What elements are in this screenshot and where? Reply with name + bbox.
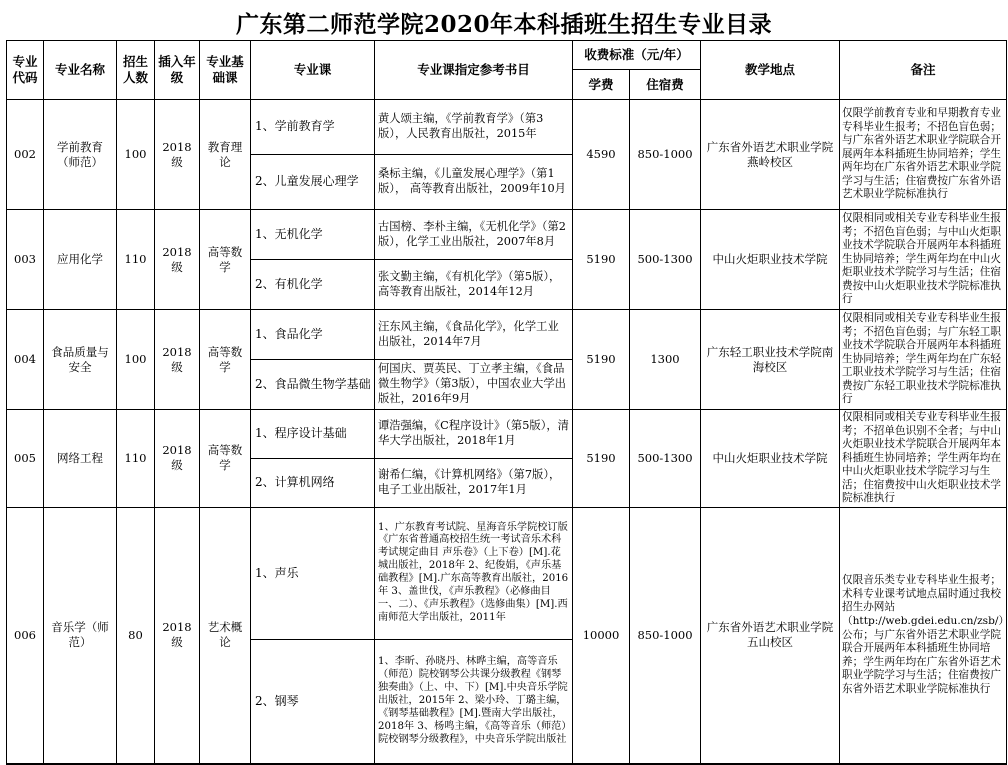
cell-notes: 仅限相同或相关专业专科毕业生报考；不招色盲色弱；与广东轻工职业技术学院联合开展两年本科插班生协同培养；学生两年均在广东轻工职业技术学院学习与生活；住宿费按广东轻工职业技术学院标准执行 [840, 310, 1007, 410]
cell-tuition: 5190 [573, 210, 630, 310]
cell-quota: 100 [117, 100, 155, 210]
major-catalog-table [6, 40, 1007, 765]
header-grade: 插入年级 [155, 41, 200, 100]
cell-location: 广东省外语艺术职业学院燕岭校区 [701, 100, 840, 210]
header-notes: 备注 [840, 41, 1007, 100]
cell-books: 黄人颂主编，《学前教育学》（第3版），人民教育出版社，2015年 [375, 100, 573, 155]
header-tuition: 学费 [573, 70, 630, 100]
cell-tuition: 5190 [573, 310, 630, 410]
cell-quota: 100 [117, 310, 155, 410]
cell-course: 1、食品化学 [251, 310, 375, 360]
cell-notes: 仅限相同或相关专业专科毕业生报考；不招单色识别不全者；与中山火炬职业技术学院联合开展两年本科插班生协同培养；学生两年均在中山火炬职业技术学院学习与生活；住宿费按中山火炬职业技术学院标准执行 [840, 410, 1007, 508]
cell-quota: 110 [117, 410, 155, 508]
cell-code: 005 [7, 410, 44, 508]
cell-course: 2、食品微生物学基础 [251, 360, 375, 410]
cell-location: 广东轻工职业技术学院南海校区 [701, 310, 840, 410]
header-basic-course: 专业基础课 [200, 41, 251, 100]
cell-quota: 110 [117, 210, 155, 310]
header-course: 专业课 [251, 41, 375, 100]
header-location: 教学地点 [701, 41, 840, 100]
header-code: 专业代码 [7, 41, 44, 100]
cell-location: 广东省外语艺术职业学院五山校区 [701, 507, 840, 764]
cell-books: 1、广东教育考试院、星海音乐学院校订版《广东省普通高校招生统一考试音乐术科考试规定曲目 声乐卷》（上下卷）[M].花城出版社，2018年 2、纪俊娟，《声乐基础教程》[M].广东高等教育出版社，2016年 3、盖世伐，《声乐教程》（必修曲目一、二）、《声乐教程》（选修曲集）[M].西南师范大学出版社，2011年 [375, 507, 573, 639]
cell-code: 006 [7, 507, 44, 764]
cell-notes: 仅限学前教育专业和早期教育专业专科毕业生报考；不招色盲色弱；与广东省外语艺术职业学院联合开展两年本科插班生协同培养；学生两年均在广东省外语艺术职业学院学习与生活；住宿费按广东省外语艺术职业学院标准执行 [840, 100, 1007, 210]
cell-books: 张文勤主编，《有机化学》（第5版），高等教育出版社，2014年12月 [375, 260, 573, 310]
cell-grade: 2018级 [155, 310, 200, 410]
cell-course: 2、儿童发展心理学 [251, 155, 375, 210]
cell-grade: 2018级 [155, 507, 200, 764]
cell-books: 汪东风主编，《食品化学》，化学工业出版社，2014年7月 [375, 310, 573, 360]
cell-dorm: 500-1300 [630, 410, 701, 508]
header-books: 专业课指定参考书目 [375, 41, 573, 100]
cell-course: 1、无机化学 [251, 210, 375, 260]
cell-tuition: 5190 [573, 410, 630, 508]
cell-books: 古国榜、李朴主编，《无机化学》（第2版），化学工业出版社，2007年8月 [375, 210, 573, 260]
cell-code: 002 [7, 100, 44, 210]
cell-grade: 2018级 [155, 100, 200, 210]
header-quota: 招生人数 [117, 41, 155, 100]
cell-dorm: 500-1300 [630, 210, 701, 310]
cell-grade: 2018级 [155, 210, 200, 310]
header-fee: 收费标准（元/年） [573, 41, 701, 70]
cell-location: 中山火炬职业技术学院 [701, 210, 840, 310]
cell-code: 003 [7, 210, 44, 310]
cell-dorm: 850-1000 [630, 100, 701, 210]
cell-notes: 仅限音乐类专业专科毕业生报考；术科专业课考试地点届时通过我校招生办网站（http://web.gdei.edu.cn/zsb/）公布；与广东省外语艺术职业学院联合开展两年本科插班生协同培养；学生两年均在广东省外语艺术职业学院学习与生活；住宿费按广东省外语艺术职业学院标准执行 [840, 507, 1007, 764]
cell-books: 1、李昕、孙晓丹、林晔主编，高等音乐（师范）院校钢琴公共课分级教程《钢琴独奏曲》（上、中、下）[M].中央音乐学院出版社，2015年 2、梁小玲、丁璐主编，《钢琴基础教程》[M].暨南大学出版社，2018年 3、杨鸣主编，《高等音乐（师范）院校钢琴分级教程》，中央音乐学院出版社 [375, 639, 573, 764]
cell-course: 1、学前教育学 [251, 100, 375, 155]
cell-books: 何国庆、贾英民、丁立孝主编，《食品微生物学》（第3版），中国农业大学出版社，2016年9月 [375, 360, 573, 410]
page-title: 广东第二师范学院2020年本科插班生招生专业目录 [235, 11, 772, 38]
cell-books: 桑标主编，《儿童发展心理学》（第1版）， 高等教育出版社，2009年10月 [375, 155, 573, 210]
cell-name: 食品质量与安全 [44, 310, 117, 410]
cell-basic-course: 高等数学 [200, 210, 251, 310]
cell-books: 谭浩强编，《C程序设计》（第5版），清华大学出版社，2018年1月 [375, 410, 573, 459]
cell-name: 网络工程 [44, 410, 117, 508]
cell-name: 应用化学 [44, 210, 117, 310]
cell-dorm: 1300 [630, 310, 701, 410]
cell-grade: 2018级 [155, 410, 200, 508]
cell-tuition: 10000 [573, 507, 630, 764]
header-dorm: 住宿费 [630, 70, 701, 100]
cell-course: 2、计算机网络 [251, 458, 375, 507]
cell-name: 学前教育（师范） [44, 100, 117, 210]
cell-course: 2、钢琴 [251, 639, 375, 764]
cell-dorm: 850-1000 [630, 507, 701, 764]
cell-code: 004 [7, 310, 44, 410]
cell-location: 中山火炬职业技术学院 [701, 410, 840, 508]
cell-basic-course: 艺术概论 [200, 507, 251, 764]
cell-course: 1、程序设计基础 [251, 410, 375, 459]
cell-course: 2、有机化学 [251, 260, 375, 310]
cell-name: 音乐学（师范） [44, 507, 117, 764]
cell-quota: 80 [117, 507, 155, 764]
header-name: 专业名称 [44, 41, 117, 100]
cell-basic-course: 高等数学 [200, 310, 251, 410]
cell-books: 谢希仁编，《计算机网络》（第7版）， 电子工业出版社，2017年1月 [375, 458, 573, 507]
cell-basic-course: 高等数学 [200, 410, 251, 508]
cell-notes: 仅限相同或相关专业专科毕业生报考；不招色盲色弱；与中山火炬职业技术学院联合开展两年本科插班生协同培养；学生两年均在中山火炬职业技术学院学习与生活；住宿费按中山火炬职业技术学院标准执行 [840, 210, 1007, 310]
cell-basic-course: 教育理论 [200, 100, 251, 210]
cell-tuition: 4590 [573, 100, 630, 210]
cell-course: 1、声乐 [251, 507, 375, 639]
